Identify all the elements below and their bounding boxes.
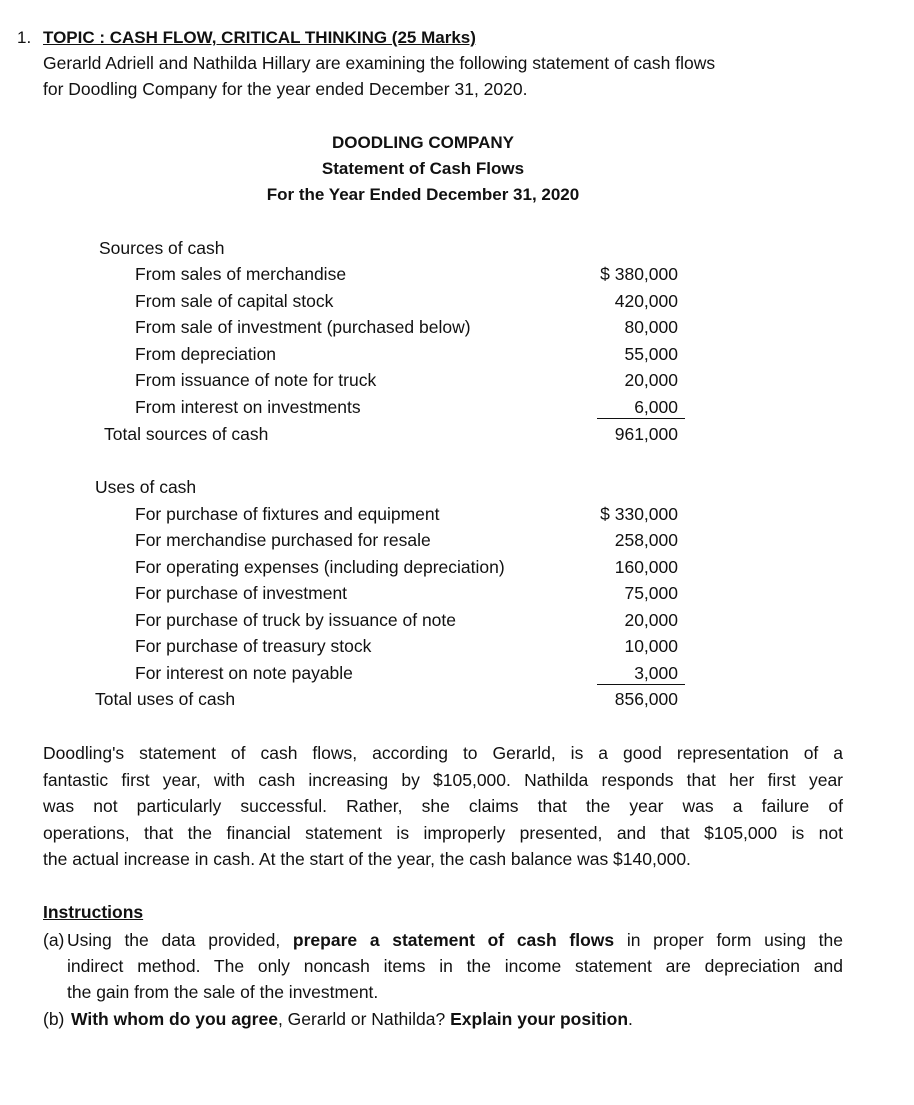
scenario-paragraph bbox=[43, 740, 843, 873]
uses-item-amount: 10,000 bbox=[624, 636, 678, 656]
sources-item-label: From sales of merchandise bbox=[135, 264, 347, 284]
uses-item-label: For interest on note payable bbox=[135, 663, 353, 683]
uses-heading: Uses of cash bbox=[95, 477, 197, 497]
instruction-b-bold-1: With whom do you agree bbox=[71, 1009, 278, 1029]
instruction-a-line-2: indirect method. The only noncash items in the income statement are depreciation and bbox=[67, 956, 843, 976]
scenario-line: operations, that the financial statement is improperly presented, and that $105,000 is not bbox=[43, 822, 843, 843]
instruction-a-text: in proper form using the bbox=[614, 930, 843, 950]
scenario-line: was not particularly successful. Rather, she claims that the year was a failure of bbox=[43, 796, 843, 816]
sources-item-label: From depreciation bbox=[135, 344, 277, 364]
uses-item-label: For purchase of treasury stock bbox=[135, 636, 372, 656]
instruction-b-end: . bbox=[628, 1009, 633, 1029]
uses-item-label: For purchase of fixtures and equipment bbox=[135, 504, 440, 524]
instruction-b-text: , Gerarld or Nathilda? bbox=[277, 1009, 451, 1029]
instruction-b-marker: (b) bbox=[43, 1009, 65, 1029]
sources-item-amount: 20,000 bbox=[624, 370, 678, 390]
instruction-b bbox=[43, 1006, 843, 1034]
sources-item-amount: $ 380,000 bbox=[600, 264, 678, 284]
intro-paragraph bbox=[43, 50, 833, 102]
statement-company: DOODLING COMPANY bbox=[332, 133, 514, 152]
sources-item-label: From issuance of note for truck bbox=[135, 370, 377, 390]
intro-line-1: Gerarld Adriell and Nathilda Hillary are examining the following statement of cash flows bbox=[43, 53, 716, 73]
statement-title: Statement of Cash Flows bbox=[321, 159, 525, 178]
uses-item-label: For operating expenses (including depreciation) bbox=[135, 557, 505, 577]
uses-item-amount: 20,000 bbox=[624, 610, 678, 630]
statement-period: For the Year Ended December 31, 2020 bbox=[266, 185, 580, 204]
uses-item-label: For purchase of investment bbox=[135, 583, 348, 603]
sources-item-amount: 55,000 bbox=[624, 344, 678, 364]
sources-underline bbox=[597, 418, 685, 419]
uses-item-label: For purchase of truck by issuance of note bbox=[135, 610, 456, 630]
uses-item-amount: 258,000 bbox=[614, 530, 678, 550]
uses-item-amount: 75,000 bbox=[624, 583, 678, 603]
scenario-line: fantastic first year, with cash increasing by $105,000. Nathilda responds that her first year bbox=[43, 769, 843, 790]
uses-underline bbox=[597, 684, 685, 685]
instruction-b-bold-2: Explain your position bbox=[450, 1009, 629, 1029]
sources-item-amount: 420,000 bbox=[614, 291, 678, 311]
instruction-a-line-1 bbox=[67, 927, 843, 953]
uses-item-amount: 3,000 bbox=[634, 663, 678, 683]
sources-total-label: Total sources of cash bbox=[104, 424, 269, 444]
sources-item-label: From interest on investments bbox=[135, 397, 361, 417]
instructions-heading: Instructions bbox=[43, 902, 144, 922]
uses-item-label: For merchandise purchased for resale bbox=[135, 530, 431, 550]
instruction-a bbox=[43, 927, 843, 1007]
sources-item-label: From sale of capital stock bbox=[135, 291, 334, 311]
sources-heading: Sources of cash bbox=[99, 238, 225, 258]
uses-item-amount: 160,000 bbox=[614, 557, 678, 577]
uses-item-amount: $ 330,000 bbox=[600, 504, 678, 524]
scenario-line: the actual increase in cash. At the start of the year, the cash balance was $140,000. bbox=[43, 849, 691, 869]
instruction-a-text: Using the data provided, bbox=[67, 930, 293, 950]
sources-item-label: From sale of investment (purchased below) bbox=[135, 317, 471, 337]
sources-item-amount: 6,000 bbox=[634, 397, 678, 417]
question-topic: TOPIC : CASH FLOW, CRITICAL THINKING (25 Marks) bbox=[43, 28, 476, 47]
question-number: 1. bbox=[17, 28, 32, 47]
instruction-a-bold: prepare a statement of cash flows bbox=[292, 930, 615, 950]
intro-line-2: for Doodling Company for the year ended December 31, 2020. bbox=[43, 79, 528, 99]
instruction-a-line-3: the gain from the sale of the investment. bbox=[67, 982, 379, 1002]
uses-total-amount: 856,000 bbox=[614, 689, 678, 709]
scenario-line: Doodling's statement of cash flows, according to Gerarld, is a good representation of a bbox=[43, 743, 843, 763]
uses-total-label: Total uses of cash bbox=[95, 689, 236, 709]
sources-item-amount: 80,000 bbox=[624, 317, 678, 337]
sources-total-amount: 961,000 bbox=[614, 424, 678, 444]
instruction-a-marker: (a) bbox=[43, 930, 65, 950]
